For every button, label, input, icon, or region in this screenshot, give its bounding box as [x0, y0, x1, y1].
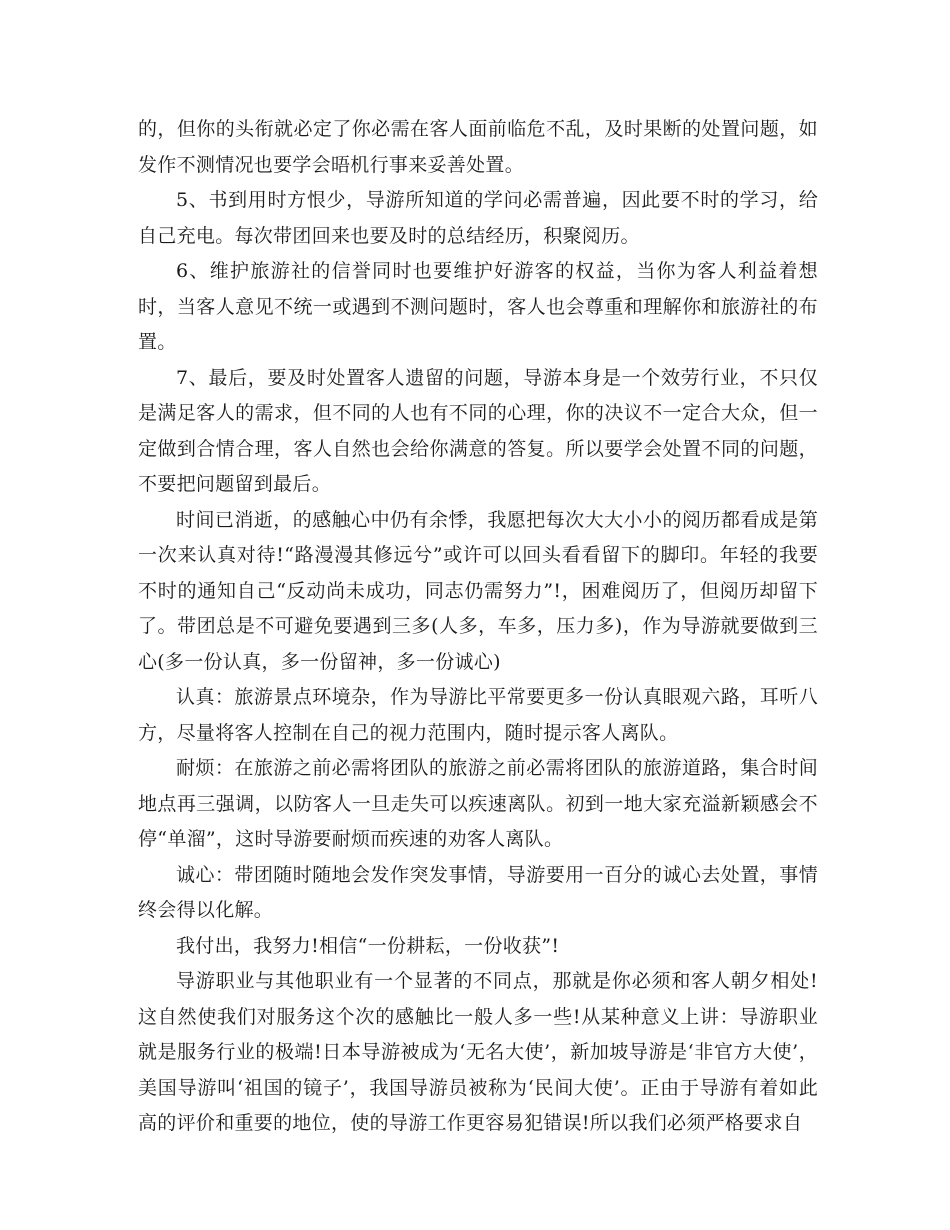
paragraph: 5、书到用时方恨少，导游所知道的学问必需普遍，因此要不时的学习，给自己充电。每次带团回来也要及时的总结经历，积聚阅历。 [138, 189, 818, 247]
paragraph: 6、维护旅游社的信誉同时也要维护好游客的权益，当你为客人利益着想时，当客人意见不统一或遇到不测问题时，客人也会尊重和理解你和旅游社的布置。 [138, 260, 818, 353]
paragraph: 我付出，我努力!相信“一份耕耘，一份收获”! [176, 934, 560, 957]
paragraph: 诚心：带团随时随地会发作突发事情，导游要用一百分的诚心去处置，事情终会得以化解。 [138, 863, 818, 921]
paragraph: 时间已消逝，的感触心中仍有余悸，我愿把每次大大小小的阅历都看成是第一次来认真对待!“路漫漫其修远兮”或许可以回头看看留下的脚印。年轻的我要不时的通知自己“反动尚未成功，同志仍需努力”!，困难阅历了，但阅历却留下了。带团总是不可避免要遇到三多(人多，车多，压力多)，作为导游就要做到三心(多一份认真，多一份留神，多一份诚心) [138, 508, 818, 673]
paragraph: 7、最后，要及时处置客人遗留的问题，导游本身是一个效劳行业，不只仅是满足客人的需求，但不同的人也有不同的心理，你的决议不一定合大众，但一定做到合情合理，客人自然也会给你满意的答复。所以要学会处置不同的问题，不要把问题留到最后。 [138, 366, 818, 495]
paragraph: 导游职业与其他职业有一个显著的不同点，那就是你必须和客人朝夕相处!这自然使我们对服务这个次的感触比一般人多一些!从某种意义上讲：导游职业就是服务行业的极端!日本导游被成为‘无名大使’，新加坡导游是‘非官方大使’，美国导游叫‘祖国的镜子’，我国导游员被称为‘民间大使’。正由于导游有着如此高的评价和重要的地位，使的导游工作更容易犯错误!所以我们必须严格要求自 [138, 970, 818, 1134]
document-body [138, 112, 818, 1142]
paragraph: 耐烦：在旅游之前必需将团队的旅游之前必需将团队的旅游道路，集合时间地点再三强调，以防客人一旦走失可以疾速离队。初到一地大家充溢新颖感会不停“单溜”，这时导游要耐烦而疾速的劝客人离队。 [138, 757, 818, 850]
paragraph: 的，但你的头衔就必定了你必需在客人面前临危不乱，及时果断的处置问题，如发作不测情况也要学会晤机行事来妥善处置。 [138, 118, 818, 176]
paragraph: 认真：旅游景点环境杂，作为导游比平常要更多一份认真眼观六路，耳听八方，尽量将客人控制在自己的视力范围内，随时提示客人离队。 [138, 686, 818, 744]
